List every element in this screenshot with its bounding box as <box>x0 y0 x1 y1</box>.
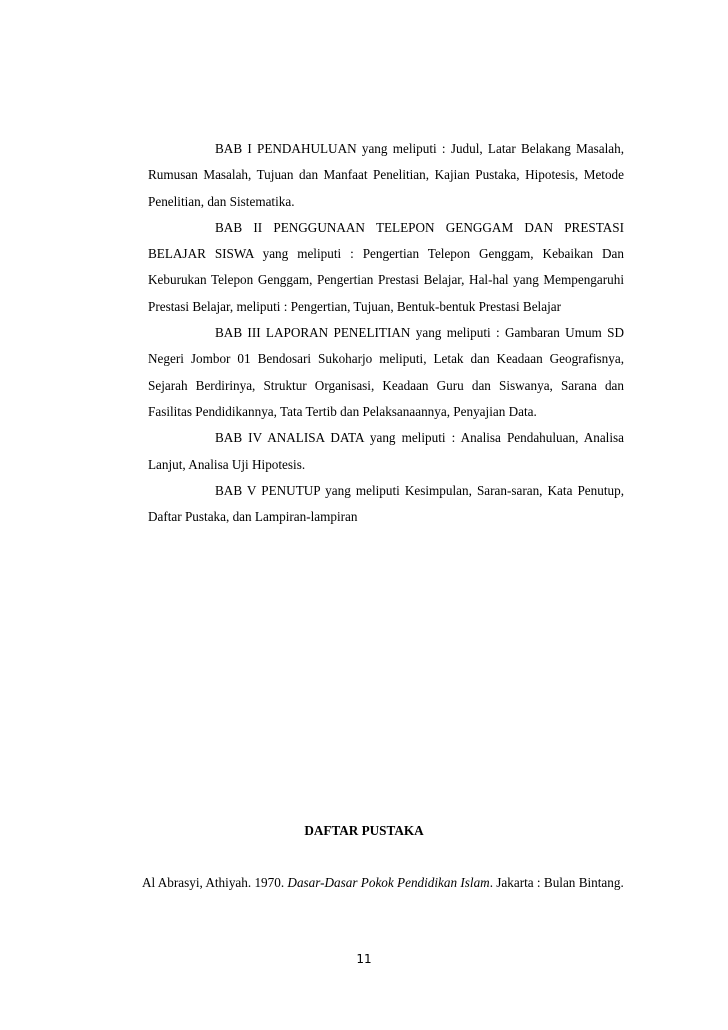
chapter-4-paragraph: BAB IV ANALISA DATA yang meliputi : Analisa Pendahuluan, Analisa Lanjut, Analisa Uji Hipotesis. <box>148 430 624 472</box>
entry-title: Dasar-Dasar Pokok Pendidikan Islam <box>287 875 490 890</box>
chapter-5-paragraph: BAB V PENUTUP yang meliputi Kesimpulan, Saran-saran, Kata Penutup, Daftar Pustaka, dan Lampiran-lampiran <box>148 482 624 525</box>
chapter-2-paragraph: BAB II PENGGUNAAN TELEPON GENGGAM DAN PRESTASI BELAJAR SISWA yang meliputi : Pengertian Telepon Genggam, Kebaikan Dan Keburukan Telepon Genggam, Pengertian Prestasi Belajar, Hal-hal yang Mempengaruhi Prestasi Belajar, meliputi : Pengertian, Tujuan, Bentuk-bentuk Prestasi Belajar <box>148 219 624 314</box>
page-number: 11 <box>356 952 372 966</box>
bibliography-list <box>142 870 624 896</box>
bibliography-heading: DAFTAR PUSTAKA <box>304 823 424 838</box>
bibliography-entry <box>142 870 624 896</box>
chapter-summary <box>148 136 624 530</box>
chapter-1-paragraph: BAB I PENDAHULUAN yang meliputi : Judul, Latar Belakang Masalah, Rumusan Masalah, Tujuan dan Manfaat Penelitian, Kajian Pustaka, Hipotesis, Metode Penelitian, dan Sistematika. <box>148 141 624 209</box>
chapter-3-paragraph: BAB III LAPORAN PENELITIAN yang meliputi : Gambaran Umum SD Negeri Jombor 01 Bendosari Sukoharjo meliputi, Letak dan Keadaan Geografisnya, Sejarah Berdirinya, Struktur Organisasi, Keadaan Guru dan Siswanya, Sarana dan Fasilitas Pendidikannya, Tata Tertib dan Pelaksanaannya, Penyajian Data. <box>148 325 624 419</box>
entry-author-year: Al Abrasyi, Athiyah. 1970. <box>142 875 288 890</box>
entry-publisher: . Jakarta : Bulan Bintang. <box>489 875 624 890</box>
